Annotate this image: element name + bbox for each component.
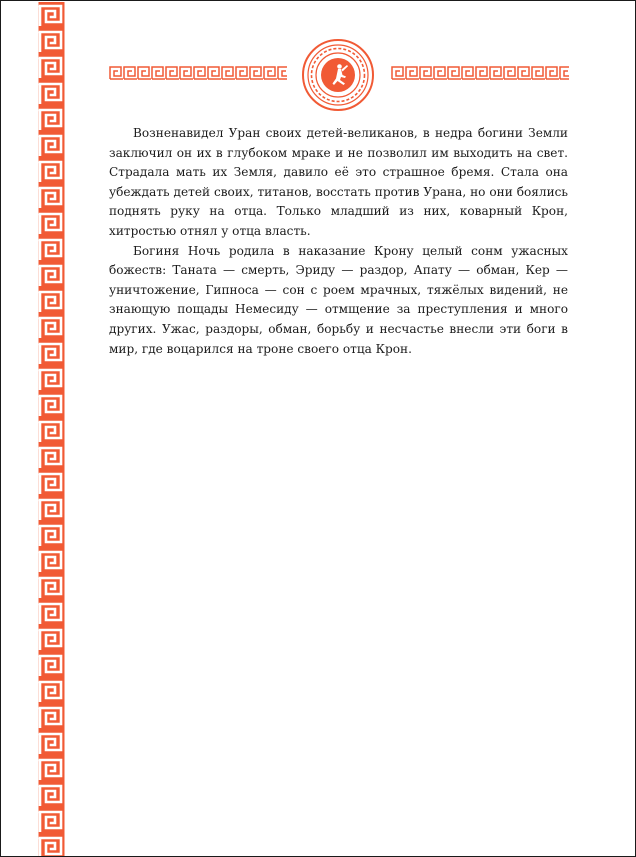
meander-band-right xyxy=(391,66,569,80)
body-text xyxy=(109,124,568,359)
paragraph-1: Возненавидел Уран своих детей-великанов, в недра богини Земли заключил он их в глубоком мраке и не позволил им выходить на свет. Страдала мать их Земля, давило её это страшное бремя. Стала она убеждать детей своих, титанов, восстать против Урана, но они боялись поднять руку на отца. Только младший из них, коварный Крон, хитростью отнял у отца власть. xyxy=(109,126,568,238)
paragraph-2: Богиня Ночь родила в наказание Крону целый сонм ужасных божеств: Таната — смерть, Эриду — раздор, Апату — обман, Кер — уничтожение, Гипноса — сон с роем мрачных, тяжёлых видений, не знающую пощады Немесиду — отмщение за преступления и много других. Ужас, раздоры, обман, борьбу и несчастье внесли эти боги в мир, где воцарился на троне своего отца Крон. xyxy=(109,243,568,356)
greek-key-border xyxy=(36,2,67,856)
header-ornament xyxy=(109,35,569,113)
meander-band-left xyxy=(109,66,287,80)
medallion xyxy=(301,38,375,112)
